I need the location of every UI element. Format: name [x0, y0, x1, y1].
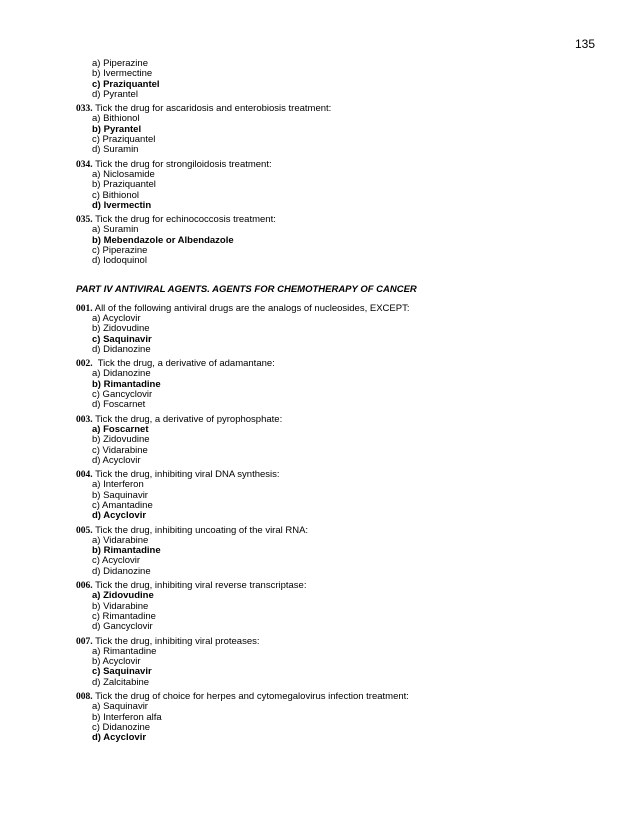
question-block: [76, 581, 596, 632]
question-text: [76, 215, 596, 225]
answer-option: b) Acyclovir: [92, 656, 141, 668]
question-number: 006.: [76, 581, 93, 592]
answer-option: a) Vidarabine: [92, 534, 149, 546]
correct-answer-option: a) Zidovudine: [92, 590, 154, 602]
correct-answer-option: c) Praziquantel: [92, 78, 160, 90]
question-block: [76, 692, 596, 743]
answer-option: c) Didanozine: [92, 721, 151, 733]
question-block: [76, 215, 596, 266]
question-stem: Tick the drug, a derivative of pyrophosphate:: [92, 413, 283, 425]
question-text: [76, 692, 596, 702]
question-number: 003.: [76, 414, 93, 425]
answer-option: a) Didanozine: [92, 368, 151, 380]
answer-option: c) Bithionol: [92, 189, 139, 201]
question-stem: Tick the drug, inhibiting viral DNA synthesis:: [92, 469, 280, 481]
question-stem: Tick the drug for strongiloidosis treatment:: [92, 158, 272, 170]
question-block: [76, 104, 596, 155]
answer-option: d) Pyrantel: [92, 88, 138, 100]
question-stem: Tick the drug of choice for herpes and cytomegalovirus infection treatment:: [92, 691, 409, 703]
answer-option: d) Acyclovir: [92, 454, 141, 466]
part3-questions: [76, 104, 596, 266]
answer-option: a) Niclosamide: [92, 168, 155, 180]
question-stem: All of the following antiviral drugs are the analogs of nucleosides, EXCEPT:: [92, 302, 410, 314]
answer-option: c) Piperazine: [92, 245, 148, 257]
question-text: [76, 304, 596, 314]
answer-option: b) Ivermectine: [92, 68, 153, 80]
answer-option: a) Rimantadine: [92, 645, 157, 657]
answer-option: a) Saquinavir: [92, 701, 148, 713]
answer-option: b) Interferon alfa: [92, 711, 162, 723]
answer-option: b) Zidovudine: [92, 434, 150, 446]
question-number: 005.: [76, 525, 93, 536]
answer-option: d) Gancyclovir: [92, 621, 153, 633]
answer-option: d) Suramin: [92, 144, 139, 156]
question-text: [76, 470, 596, 480]
correct-answer-option: b) Pyrantel: [92, 123, 142, 135]
answer-option: a) Acyclovir: [92, 312, 141, 324]
page-content: [76, 59, 596, 744]
question-number: 033.: [76, 104, 93, 115]
correct-answer-option: d) Acyclovir: [92, 510, 147, 522]
question-stem: Tick the drug, a derivative of adamantane:: [92, 358, 275, 370]
answer-option: c) Acyclovir: [92, 555, 141, 567]
question-block: [76, 359, 596, 410]
question-number: 035.: [76, 215, 93, 226]
question-block: [76, 470, 596, 521]
answer-option: b) Praziquantel: [92, 179, 156, 191]
correct-answer-option: b) Rimantadine: [92, 545, 161, 557]
page-number: 135: [574, 37, 595, 51]
answer-option: b) Vidarabine: [92, 600, 149, 612]
answer-option: c) Praziquantel: [92, 134, 156, 146]
question-number: 008.: [76, 692, 93, 703]
question-block: [76, 304, 596, 355]
answer-option: c) Rimantadine: [92, 610, 156, 622]
answer-option: d) Didanozine: [92, 565, 151, 577]
correct-answer-option: b) Mebendazole or Albendazole: [92, 234, 234, 246]
correct-answer-option: a) Foscarnet: [92, 423, 149, 435]
answer-option: b) Zidovudine: [92, 323, 150, 335]
question-stem: Tick the drug for ascaridosis and enterobiosis treatment:: [92, 103, 332, 115]
correct-answer-option: c) Saquinavir: [92, 333, 152, 345]
answer-option: d) Iodoquinol: [92, 255, 147, 267]
correct-answer-option: c) Saquinavir: [92, 666, 152, 678]
answer-option: d) Foscarnet: [92, 399, 146, 411]
question-block: [76, 160, 596, 211]
correct-answer-option: d) Acyclovir: [92, 732, 147, 744]
question-block: [76, 637, 596, 688]
answer-option: d) Didanozine: [92, 343, 151, 355]
question-text: [76, 581, 596, 591]
question-text: [76, 104, 596, 114]
question-number: 007.: [76, 636, 93, 647]
question-number: 001.: [76, 303, 93, 314]
answer-option: a) Interferon: [92, 479, 144, 491]
intro-options: [76, 59, 596, 100]
question-number: 004.: [76, 470, 93, 481]
part4-questions: [76, 304, 596, 744]
answer-option: a) Piperazine: [92, 58, 148, 69]
section-title: PART IV ANTIVIRAL AGENTS. AGENTS FOR CHEMOTHERAPY OF CANCER: [76, 283, 417, 295]
question-stem: Tick the drug, inhibiting uncoating of the viral RNA:: [92, 524, 309, 536]
answer-option: b) Saquinavir: [92, 489, 148, 501]
question-block: [76, 526, 596, 577]
question-number: 002.: [76, 359, 93, 370]
question-text: [76, 526, 596, 536]
answer-option: c) Amantadine: [92, 499, 153, 511]
correct-answer-option: d) Ivermectin: [92, 199, 152, 211]
answer-option: a) Bithionol: [92, 113, 140, 125]
question-text: [76, 415, 596, 425]
answer-option: c) Vidarabine: [92, 444, 148, 456]
question-block: [76, 415, 596, 466]
correct-answer-option: b) Rimantadine: [92, 378, 161, 390]
question-stem: Tick the drug, inhibiting viral proteases:: [92, 635, 260, 647]
question-stem: Tick the drug, inhibiting viral reverse transcriptase:: [92, 580, 307, 592]
answer-option: d) Zalcitabine: [92, 676, 150, 688]
question-number: 034.: [76, 159, 93, 170]
answer-option: a) Suramin: [92, 224, 139, 236]
question-text: [76, 359, 596, 369]
answer-option: c) Gancyclovir: [92, 389, 153, 401]
question-stem: Tick the drug for echinococcosis treatment:: [92, 214, 276, 226]
